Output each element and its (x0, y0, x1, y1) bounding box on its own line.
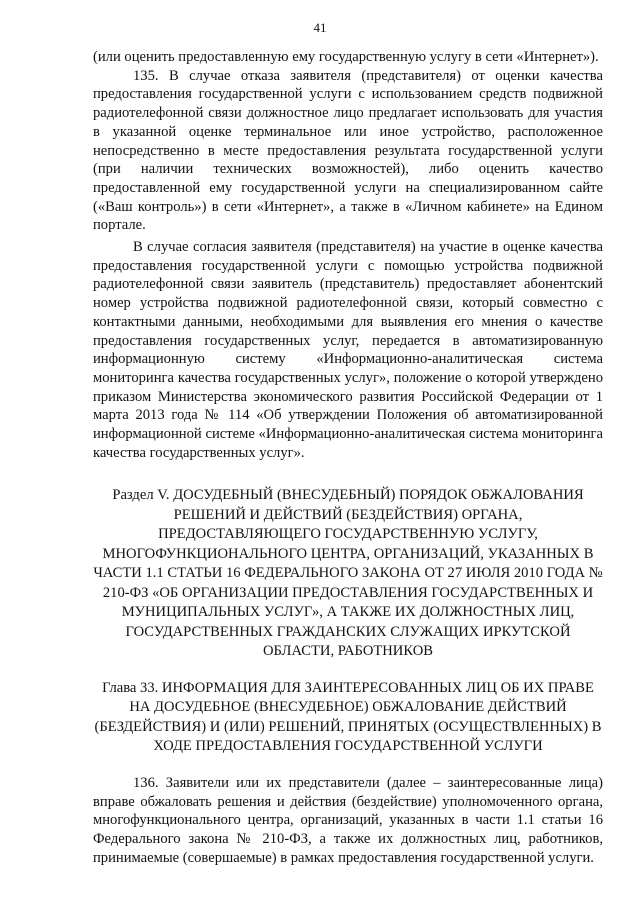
paragraph-136: 136. Заявители или их представители (далее – заинтересованные лица) вправе обжаловать решения и действия (бездействие) уполномоченного органа, многофункционального центра, организаций, указанных в части 1.1 статьи 16 Федерального закона № 210-ФЗ, а также их должностных лиц, работников, принимаемые (совершаемые) в рамках предоставления государственной услуги. (93, 774, 603, 866)
page-number: 41 (313, 20, 327, 35)
paragraph-continuation: (или оценить предоставленную ему государственную услугу в сети «Интернет»). (93, 49, 599, 65)
chapter-heading: Глава 33. ИНФОРМАЦИЯ ДЛЯ ЗАИНТЕРЕСОВАННЫХ ЛИЦ ОБ ИХ ПРАВЕ НА ДОСУДЕБНОЕ (ВНЕСУДЕБНОЕ) ОБЖАЛОВАНИЕ ДЕЙСТВИЙ (БЕЗДЕЙСТВИЯ) И (ИЛИ) РЕШЕНИЙ, ПРИНЯТЫХ (ОСУЩЕСТВЛЕННЫХ) В ХОДЕ ПРЕДОСТАВЛЕНИЯ ГОСУДАРСТВЕННОЙ УСЛУГИ (94, 679, 602, 755)
section-heading: Раздел V. ДОСУДЕБНЫЙ (ВНЕСУДЕБНЫЙ) ПОРЯДОК ОБЖАЛОВАНИЯ РЕШЕНИЙ И ДЕЙСТВИЙ (БЕЗДЕЙСТВИЯ) ОРГАНА, ПРЕДОСТАВЛЯЮЩЕГО ГОСУДАРСТВЕННУЮ УСЛУГУ, МНОГОФУНКЦИОНАЛЬНОГО ЦЕНТРА, ОРГАНИЗАЦИЙ, УКАЗАННЫХ В ЧАСТИ 1.1 СТАТЬИ 16 ФЕДЕРАЛЬНОГО ЗАКОНА ОТ 27 ИЮЛЯ 2010 ГОДА № 210-ФЗ «ОБ ОРГАНИЗАЦИИ ПРЕДОСТАВЛЕНИЯ ГОСУДАРСТВЕННЫХ И МУНИЦИПАЛЬНЫХ УСЛУГ», А ТАКЖЕ ИХ ДОЛЖНОСТНЫХ ЛИЦ, ГОСУДАРСТВЕННЫХ ГРАЖДАНСКИХ СЛУЖАЩИХ ИРКУТСКОЙ ОБЛАСТИ, РАБОТНИКОВ (93, 487, 603, 660)
document-body (93, 48, 603, 867)
paragraph-135: 135. В случае отказа заявителя (представителя) от оценки качества предоставления государственной услуги с использованием средств подвижной радиотелефонной связи должностное лицо предлагает использовать для участия в указанной оценке терминальное или иное устройство, расположенное непосредственно в месте предоставления результата государственной услуги (при наличии технических возможностей), либо оценить качество предоставленной ему государственной услуги на специализированном сайте («Ваш контроль») в сети «Интернет», а также в «Личном кабинете» на Едином портале. (93, 67, 603, 234)
paragraph-consent: В случае согласия заявителя (представителя) на участие в оценке качества предоставления государственной услуги с помощью устройства подвижной радиотелефонной связи заявитель (представитель) предоставляет абонентский номер устройства подвижной радиотелефонной связи, который совместно с контактными данными, необходимыми для выявления его мнения о качестве предоставления государственных услуг, передается в автоматизированную информационную систему «Информационно-аналитическая система мониторинга качества государственных услуг», положение о которой утверждено приказом Министерства экономического развития Российской Федерации от 1 марта 2013 года № 114 «Об утверждении Положения об автоматизированной информационной системе «Информационно-аналитическая система мониторинга качества государственных услуг». (93, 239, 603, 461)
